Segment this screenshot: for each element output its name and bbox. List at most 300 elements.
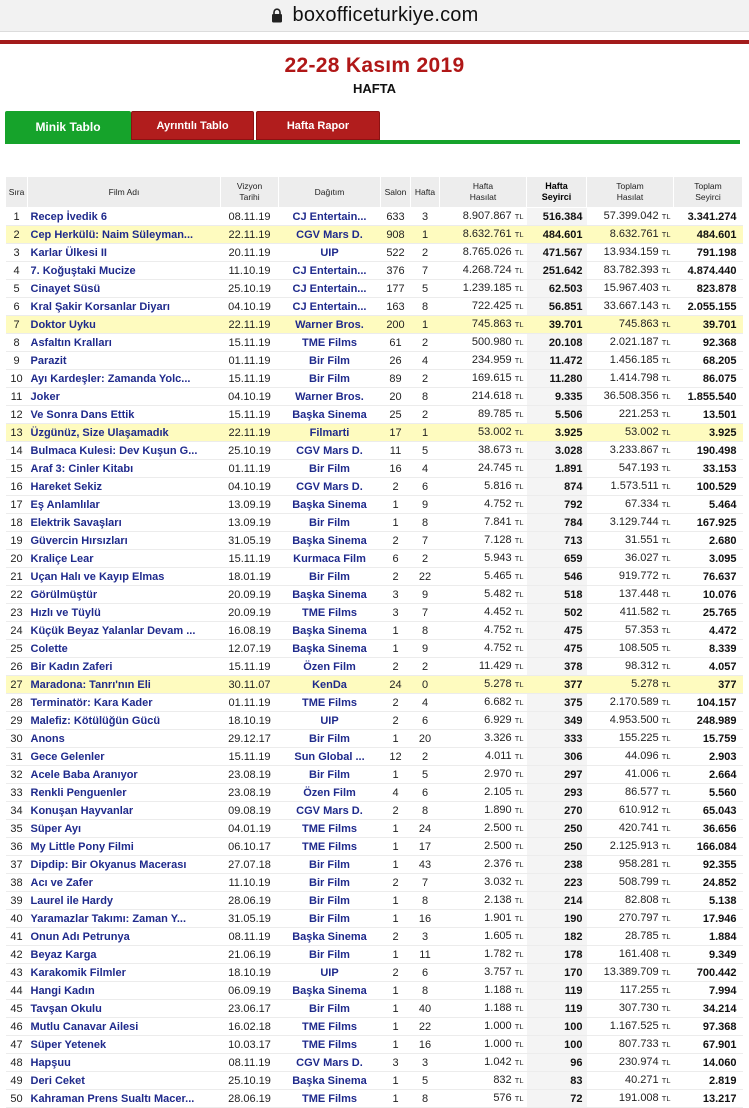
film-title-link[interactable]: Üzgünüz, Size Ulaşamadık [28, 424, 221, 442]
tab-underline [5, 140, 740, 144]
distributor-link[interactable]: TME Films [279, 694, 381, 712]
weekly-gross-cell: 1.782 TL [440, 946, 527, 964]
theater-count-cell: 2 [381, 478, 411, 496]
currency-label: TL [661, 698, 671, 707]
currency-label: TL [661, 284, 671, 293]
distributor-link[interactable]: UIP [279, 964, 381, 982]
col-header-hafta-hasilat[interactable]: Hafta Hasılat [440, 177, 527, 208]
film-title-link[interactable]: 7. Koğuştaki Mucize [28, 262, 221, 280]
weekly-admissions-cell: 5.506 [527, 406, 587, 424]
weekly-admissions-cell: 11.280 [527, 370, 587, 388]
currency-label: TL [661, 680, 671, 689]
total-admissions-cell: 7.994 [674, 982, 743, 1000]
distributor-link[interactable]: CJ Entertain... [279, 298, 381, 316]
currency-label: TL [661, 1094, 671, 1103]
rank-cell: 14 [6, 442, 28, 460]
distributor-link[interactable]: Başka Sinema [279, 982, 381, 1000]
theater-count-cell: 163 [381, 298, 411, 316]
currency-label: TL [661, 1076, 671, 1085]
weekly-gross-cell: 3.757 TL [440, 964, 527, 982]
film-title-link[interactable]: Asfaltın Kralları [28, 334, 221, 352]
total-admissions-cell: 166.084 [674, 838, 743, 856]
total-gross-cell: 958.281 TL [587, 856, 674, 874]
distributor-link[interactable]: TME Films [279, 838, 381, 856]
theater-count-cell: 200 [381, 316, 411, 334]
distributor-link[interactable]: Bir Film [279, 1000, 381, 1018]
weekly-admissions-cell: 297 [527, 766, 587, 784]
film-title-link[interactable]: Renkli Penguenler [28, 784, 221, 802]
film-title-link[interactable]: Eş Anlamlılar [28, 496, 221, 514]
film-title-link[interactable]: Deri Ceket [28, 1072, 221, 1090]
film-title-link[interactable]: Ayı Kardeşler: Zamanda Yolc... [28, 370, 221, 388]
distributor-link[interactable]: Filmarti [279, 424, 381, 442]
table-row [6, 262, 743, 280]
distributor-link[interactable]: CJ Entertain... [279, 280, 381, 298]
week-number-cell: 9 [411, 640, 440, 658]
week-number-cell: 8 [411, 298, 440, 316]
table-row [6, 640, 743, 658]
release-date-cell: 11.10.19 [221, 874, 279, 892]
weekly-admissions-cell: 349 [527, 712, 587, 730]
weekly-admissions-cell: 306 [527, 748, 587, 766]
film-title-link[interactable]: Acı ve Zafer [28, 874, 221, 892]
page-title: 22-28 Kasım 2019 [284, 54, 465, 77]
film-title-link[interactable]: Elektrik Savaşları [28, 514, 221, 532]
col-header-vizyon[interactable]: Vizyon Tarihi [221, 177, 279, 208]
film-title-link[interactable]: Mutlu Canavar Ailesi [28, 1018, 221, 1036]
total-gross-cell: 86.577 TL [587, 784, 674, 802]
theater-count-cell: 61 [381, 334, 411, 352]
distributor-link[interactable]: UIP [279, 712, 381, 730]
distributor-link[interactable]: TME Films [279, 1090, 381, 1108]
col-header-toplam-hasilat[interactable]: Toplam Hasılat [587, 177, 674, 208]
theater-count-cell: 2 [381, 964, 411, 982]
total-admissions-cell: 823.878 [674, 280, 743, 298]
distributor-link[interactable]: Başka Sinema [279, 496, 381, 514]
film-title-link[interactable]: Gece Gelenler [28, 748, 221, 766]
weekly-admissions-cell: 792 [527, 496, 587, 514]
col-header-dagitim[interactable]: Dağıtım [279, 177, 381, 208]
currency-label: TL [661, 878, 671, 887]
distributor-link[interactable]: Bir Film [279, 730, 381, 748]
week-number-cell: 22 [411, 568, 440, 586]
theater-count-cell: 908 [381, 226, 411, 244]
release-date-cell: 01.11.19 [221, 460, 279, 478]
rank-cell: 11 [6, 388, 28, 406]
distributor-link[interactable]: CJ Entertain... [279, 208, 381, 226]
film-title-link[interactable]: Kral Şakir Korsanlar Diyarı [28, 298, 221, 316]
currency-label: TL [514, 572, 524, 581]
currency-label: TL [514, 446, 524, 455]
total-admissions-cell: 2.680 [674, 532, 743, 550]
weekly-admissions-cell: 518 [527, 586, 587, 604]
rank-cell: 24 [6, 622, 28, 640]
currency-label: TL [661, 824, 671, 833]
total-gross-cell: 1.414.798 TL [587, 370, 674, 388]
currency-label: TL [514, 536, 524, 545]
distributor-link[interactable]: Bir Film [279, 766, 381, 784]
total-admissions-cell: 1.884 [674, 928, 743, 946]
table-row [6, 1072, 743, 1090]
total-admissions-cell: 17.946 [674, 910, 743, 928]
currency-label: TL [661, 338, 671, 347]
table-row [6, 568, 743, 586]
film-title-link[interactable]: Cep Herkülü: Naim Süleyman... [28, 226, 221, 244]
weekly-gross-cell: 7.841 TL [440, 514, 527, 532]
film-title-link[interactable]: Parazit [28, 352, 221, 370]
weekly-admissions-cell: 238 [527, 856, 587, 874]
distributor-link[interactable]: CGV Mars D. [279, 478, 381, 496]
film-title-link[interactable]: Anons [28, 730, 221, 748]
weekly-admissions-cell: 484.601 [527, 226, 587, 244]
film-title-link[interactable]: Laurel ile Hardy [28, 892, 221, 910]
currency-label: TL [514, 986, 524, 995]
table-row [6, 676, 743, 694]
currency-label: TL [661, 734, 671, 743]
distributor-link[interactable]: Bir Film [279, 856, 381, 874]
film-title-link[interactable]: Karlar Ülkesi II [28, 244, 221, 262]
table-row [6, 802, 743, 820]
total-gross-cell: 547.193 TL [587, 460, 674, 478]
distributor-link[interactable]: Başka Sinema [279, 1072, 381, 1090]
total-gross-cell: 3.233.867 TL [587, 442, 674, 460]
currency-label: TL [661, 536, 671, 545]
rank-cell: 38 [6, 874, 28, 892]
film-title-link[interactable]: Güvercin Hırsızları [28, 532, 221, 550]
film-title-link[interactable]: Hangi Kadın [28, 982, 221, 1000]
rank-cell: 50 [6, 1090, 28, 1108]
weekly-gross-cell: 3.032 TL [440, 874, 527, 892]
total-gross-cell: 610.912 TL [587, 802, 674, 820]
total-gross-cell: 57.399.042 TL [587, 208, 674, 226]
distributor-link[interactable]: Özen Film [279, 658, 381, 676]
release-date-cell: 09.08.19 [221, 802, 279, 820]
currency-label: TL [514, 464, 524, 473]
rank-cell: 36 [6, 838, 28, 856]
film-title-link[interactable]: Süper Ayı [28, 820, 221, 838]
rank-cell: 27 [6, 676, 28, 694]
total-admissions-cell: 34.214 [674, 1000, 743, 1018]
theater-count-cell: 3 [381, 586, 411, 604]
weekly-admissions-cell: 293 [527, 784, 587, 802]
col-header-film[interactable]: Film Adı [28, 177, 221, 208]
currency-label: TL [514, 824, 524, 833]
total-gross-cell: 8.632.761 TL [587, 226, 674, 244]
distributor-link[interactable]: Bir Film [279, 568, 381, 586]
total-admissions-cell: 3.341.274 [674, 208, 743, 226]
distributor-link[interactable]: KenDa [279, 676, 381, 694]
release-date-cell: 20.09.19 [221, 586, 279, 604]
total-gross-cell: 1.456.185 TL [587, 352, 674, 370]
film-title-link[interactable]: Hızlı ve Tüylü [28, 604, 221, 622]
film-title-link[interactable]: Ve Sonra Dans Ettik [28, 406, 221, 424]
film-title-link[interactable]: Bulmaca Kulesi: Dev Kuşun G... [28, 442, 221, 460]
week-number-cell: 2 [411, 658, 440, 676]
distributor-link[interactable]: Warner Bros. [279, 388, 381, 406]
currency-label: TL [661, 446, 671, 455]
distributor-link[interactable]: Özen Film [279, 784, 381, 802]
table-row [6, 856, 743, 874]
total-admissions-cell: 3.095 [674, 550, 743, 568]
table-row [6, 928, 743, 946]
film-title-link[interactable]: Recep İvedik 6 [28, 208, 221, 226]
release-date-cell: 18.10.19 [221, 964, 279, 982]
release-date-cell: 30.11.07 [221, 676, 279, 694]
rank-cell: 41 [6, 928, 28, 946]
total-gross-cell: 53.002 TL [587, 424, 674, 442]
week-number-cell: 6 [411, 712, 440, 730]
total-admissions-cell: 67.901 [674, 1036, 743, 1054]
weekly-admissions-cell: 178 [527, 946, 587, 964]
currency-label: TL [661, 500, 671, 509]
weekly-gross-cell: 832 TL [440, 1072, 527, 1090]
total-gross-cell: 508.799 TL [587, 874, 674, 892]
release-date-cell: 31.05.19 [221, 532, 279, 550]
currency-label: TL [514, 1040, 524, 1049]
distributor-link[interactable]: Bir Film [279, 874, 381, 892]
film-title-link[interactable]: Acele Baba Aranıyor [28, 766, 221, 784]
theater-count-cell: 177 [381, 280, 411, 298]
rank-cell: 45 [6, 1000, 28, 1018]
film-title-link[interactable]: Bir Kadın Zaferi [28, 658, 221, 676]
weekly-gross-cell: 4.268.724 TL [440, 262, 527, 280]
table-row [6, 892, 743, 910]
film-title-link[interactable]: Colette [28, 640, 221, 658]
total-admissions-cell: 4.472 [674, 622, 743, 640]
film-title-link[interactable]: Cinayet Süsü [28, 280, 221, 298]
week-number-cell: 8 [411, 802, 440, 820]
distributor-link[interactable]: Başka Sinema [279, 622, 381, 640]
film-title-link[interactable]: Kahraman Prens Sualtı Macer... [28, 1090, 221, 1108]
col-header-salon[interactable]: Salon [381, 177, 411, 208]
film-title-link[interactable]: Süper Yetenek [28, 1036, 221, 1054]
table-row [6, 532, 743, 550]
table-row [6, 208, 743, 226]
weekly-admissions-cell: 9.335 [527, 388, 587, 406]
weekly-gross-cell: 2.138 TL [440, 892, 527, 910]
distributor-link[interactable]: Başka Sinema [279, 586, 381, 604]
weekly-admissions-cell: 1.891 [527, 460, 587, 478]
weekly-gross-cell: 89.785 TL [440, 406, 527, 424]
currency-label: TL [661, 842, 671, 851]
distributor-link[interactable]: Bir Film [279, 910, 381, 928]
distributor-link[interactable]: TME Films [279, 820, 381, 838]
distributor-link[interactable]: TME Films [279, 604, 381, 622]
weekly-admissions-cell: 659 [527, 550, 587, 568]
currency-label: TL [661, 374, 671, 383]
week-number-cell: 8 [411, 514, 440, 532]
distributor-link[interactable]: TME Films [279, 1036, 381, 1054]
film-title-link[interactable]: Dipdip: Bir Okyanus Macerası [28, 856, 221, 874]
total-gross-cell: 919.772 TL [587, 568, 674, 586]
film-title-link[interactable]: Beyaz Karga [28, 946, 221, 964]
week-number-cell: 24 [411, 820, 440, 838]
distributor-link[interactable]: Başka Sinema [279, 532, 381, 550]
film-title-link[interactable]: Joker [28, 388, 221, 406]
theater-count-cell: 1 [381, 1018, 411, 1036]
tab-ayrintili-tablo[interactable]: Ayrıntılı Tablo [131, 111, 254, 140]
col-header-hafta[interactable]: Hafta [411, 177, 440, 208]
weekly-admissions-cell: 20.108 [527, 334, 587, 352]
total-gross-cell: 31.551 TL [587, 532, 674, 550]
weekly-gross-cell: 1.042 TL [440, 1054, 527, 1072]
page-subtitle: HAFTA [352, 81, 397, 96]
rank-cell: 43 [6, 964, 28, 982]
film-title-link[interactable]: Malefiz: Kötülüğün Gücü [28, 712, 221, 730]
distributor-link[interactable]: Sun Global ... [279, 748, 381, 766]
currency-label: TL [514, 554, 524, 563]
browser-address-bar[interactable] [0, 0, 749, 32]
total-gross-cell: 98.312 TL [587, 658, 674, 676]
total-admissions-cell: 2.664 [674, 766, 743, 784]
currency-label: TL [514, 428, 524, 437]
total-gross-cell: 36.027 TL [587, 550, 674, 568]
theater-count-cell: 2 [381, 802, 411, 820]
film-title-link[interactable]: Küçük Beyaz Yalanlar Devam ... [28, 622, 221, 640]
film-title-link[interactable]: Kraliçe Lear [28, 550, 221, 568]
rank-cell: 44 [6, 982, 28, 1000]
currency-label: TL [514, 662, 524, 671]
distributor-link[interactable]: CGV Mars D. [279, 802, 381, 820]
table-row [6, 460, 743, 478]
table-row [6, 1090, 743, 1108]
currency-label: TL [514, 392, 524, 401]
weekly-admissions-cell: 475 [527, 640, 587, 658]
release-date-cell: 10.03.17 [221, 1036, 279, 1054]
release-date-cell: 16.02.18 [221, 1018, 279, 1036]
currency-label: TL [514, 284, 524, 293]
weekly-admissions-cell: 546 [527, 568, 587, 586]
rank-cell: 26 [6, 658, 28, 676]
currency-label: TL [661, 716, 671, 725]
week-number-cell: 20 [411, 730, 440, 748]
film-title-link[interactable]: Uçan Halı ve Kayıp Elmas [28, 568, 221, 586]
film-title-link[interactable]: Onun Adı Petrunya [28, 928, 221, 946]
weekly-gross-cell: 4.752 TL [440, 496, 527, 514]
currency-label: TL [514, 770, 524, 779]
distributor-link[interactable]: Bir Film [279, 892, 381, 910]
total-admissions-cell: 3.925 [674, 424, 743, 442]
week-number-cell: 6 [411, 478, 440, 496]
distributor-link[interactable]: TME Films [279, 1018, 381, 1036]
release-date-cell: 06.10.17 [221, 838, 279, 856]
currency-label: TL [661, 770, 671, 779]
distributor-link[interactable]: TME Films [279, 334, 381, 352]
col-header-hafta-seyirci[interactable]: Hafta Seyirci [527, 177, 587, 208]
currency-label: TL [661, 392, 671, 401]
release-date-cell: 18.01.19 [221, 568, 279, 586]
currency-label: TL [661, 662, 671, 671]
release-date-cell: 18.10.19 [221, 712, 279, 730]
theater-count-cell: 2 [381, 874, 411, 892]
total-admissions-cell: 24.852 [674, 874, 743, 892]
film-title-link[interactable]: Yaramazlar Takımı: Zaman Y... [28, 910, 221, 928]
lock-icon [271, 8, 283, 23]
theater-count-cell: 3 [381, 604, 411, 622]
film-title-link[interactable]: My Little Pony Filmi [28, 838, 221, 856]
weekly-gross-cell: 24.745 TL [440, 460, 527, 478]
release-date-cell: 22.11.19 [221, 316, 279, 334]
currency-label: TL [661, 932, 671, 941]
table-row [6, 514, 743, 532]
distributor-link[interactable]: CJ Entertain... [279, 262, 381, 280]
film-title-link[interactable]: Tavşan Okulu [28, 1000, 221, 1018]
film-title-link[interactable]: Maradona: Tanrı'nın Eli [28, 676, 221, 694]
currency-label: TL [661, 482, 671, 491]
film-title-link[interactable]: Doktor Uyku [28, 316, 221, 334]
total-gross-cell: 3.129.744 TL [587, 514, 674, 532]
week-number-cell: 2 [411, 748, 440, 766]
currency-label: TL [514, 608, 524, 617]
total-admissions-cell: 13.217 [674, 1090, 743, 1108]
currency-label: TL [514, 500, 524, 509]
distributor-link[interactable]: Bir Film [279, 370, 381, 388]
weekly-gross-cell: 8.632.761 TL [440, 226, 527, 244]
distributor-link[interactable]: CGV Mars D. [279, 1054, 381, 1072]
distributor-link[interactable]: Bir Film [279, 946, 381, 964]
weekly-admissions-cell: 250 [527, 838, 587, 856]
distributor-link[interactable]: Başka Sinema [279, 640, 381, 658]
distributor-link[interactable]: CGV Mars D. [279, 442, 381, 460]
distributor-link[interactable]: UIP [279, 244, 381, 262]
distributor-link[interactable]: CGV Mars D. [279, 226, 381, 244]
distributor-link[interactable]: Bir Film [279, 460, 381, 478]
film-title-link[interactable]: Konuşan Hayvanlar [28, 802, 221, 820]
distributor-link[interactable]: Bir Film [279, 514, 381, 532]
table-row [6, 874, 743, 892]
currency-label: TL [661, 860, 671, 869]
table-row [6, 982, 743, 1000]
film-title-link[interactable]: Hareket Sekiz [28, 478, 221, 496]
distributor-link[interactable]: Bir Film [279, 352, 381, 370]
distributor-link[interactable]: Başka Sinema [279, 928, 381, 946]
rank-cell: 19 [6, 532, 28, 550]
distributor-link[interactable]: Kurmaca Film [279, 550, 381, 568]
weekly-admissions-cell: 223 [527, 874, 587, 892]
tab-minik-tablo[interactable]: Minik Tablo [5, 111, 131, 143]
total-admissions-cell: 167.925 [674, 514, 743, 532]
film-title-link[interactable]: Görülmüştür [28, 586, 221, 604]
currency-label: TL [514, 338, 524, 347]
rank-cell: 1 [6, 208, 28, 226]
total-gross-cell: 4.953.500 TL [587, 712, 674, 730]
week-number-cell: 43 [411, 856, 440, 874]
film-title-link[interactable]: Terminatör: Kara Kader [28, 694, 221, 712]
col-header-sira[interactable]: Sıra [6, 177, 28, 208]
release-date-cell: 08.11.19 [221, 1054, 279, 1072]
currency-label: TL [661, 320, 671, 329]
distributor-link[interactable]: Warner Bros. [279, 316, 381, 334]
weekly-admissions-cell: 100 [527, 1036, 587, 1054]
film-title-link[interactable]: Karakomik Filmler [28, 964, 221, 982]
distributor-link[interactable]: Başka Sinema [279, 406, 381, 424]
total-gross-cell: 13.934.159 TL [587, 244, 674, 262]
col-header-toplam-seyirci[interactable]: Toplam Seyirci [674, 177, 743, 208]
film-title-link[interactable]: Hapşuu [28, 1054, 221, 1072]
total-admissions-cell: 68.205 [674, 352, 743, 370]
total-gross-cell: 57.353 TL [587, 622, 674, 640]
weekly-admissions-cell: 874 [527, 478, 587, 496]
total-admissions-cell: 97.368 [674, 1018, 743, 1036]
rank-cell: 7 [6, 316, 28, 334]
currency-label: TL [514, 698, 524, 707]
weekly-gross-cell: 6.682 TL [440, 694, 527, 712]
tab-hafta-rapor[interactable]: Hafta Rapor [256, 111, 380, 140]
currency-label: TL [661, 806, 671, 815]
film-title-link[interactable]: Araf 3: Cinler Kitabı [28, 460, 221, 478]
currency-label: TL [514, 914, 524, 923]
currency-label: TL [661, 590, 671, 599]
